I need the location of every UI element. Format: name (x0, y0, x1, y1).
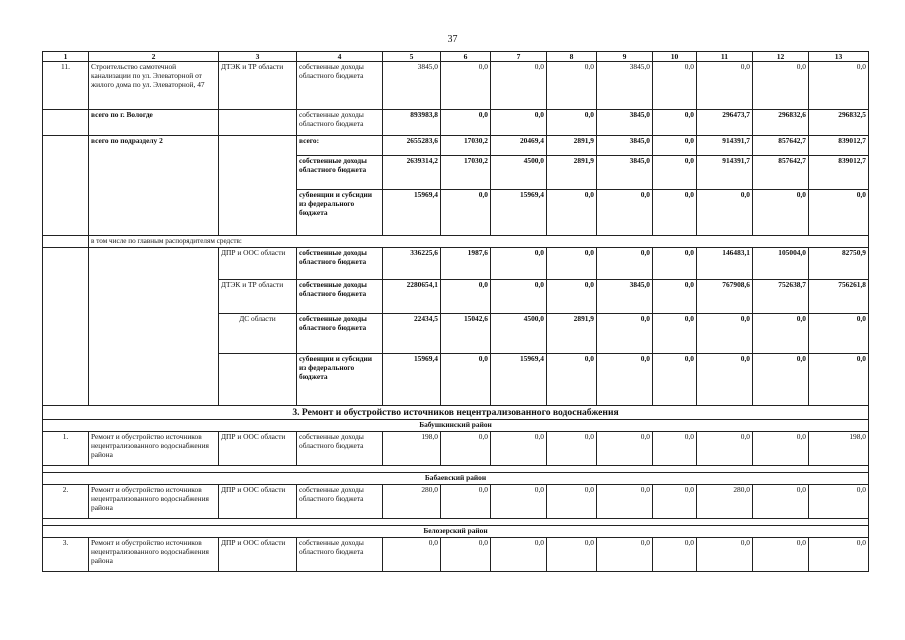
value-cell: 0,0 (491, 62, 547, 110)
table-row (43, 537, 869, 571)
value-cell: 3845,0 (597, 279, 653, 313)
row-number: 1. (43, 432, 89, 466)
org-name: ДПР и ООС области (219, 432, 297, 466)
value-cell: 0,0 (753, 432, 809, 466)
value-cell: 0,0 (597, 537, 653, 571)
value-cell: 914391,7 (697, 136, 753, 156)
value-cell: 0,0 (697, 313, 753, 353)
value-cell: 0,0 (597, 353, 653, 405)
value-cell: 0,0 (753, 485, 809, 519)
value-cell: 0,0 (547, 537, 597, 571)
table-row (43, 247, 869, 279)
value-cell: 0,0 (547, 190, 597, 236)
value-cell: 280,0 (383, 485, 441, 519)
value-cell: 0,0 (653, 62, 697, 110)
funding-source: субвенции и субсидии из федерального бюджета (297, 190, 383, 236)
header-cell: 13 (809, 52, 869, 62)
value-cell: 280,0 (697, 485, 753, 519)
page-number: 37 (447, 34, 458, 45)
header-cell: 3 (219, 52, 297, 62)
value-cell: 15969,4 (491, 353, 547, 405)
table-row (43, 136, 869, 156)
value-cell: 17030,2 (441, 156, 491, 190)
value-cell: 752638,7 (753, 279, 809, 313)
value-cell: 0,0 (809, 353, 869, 405)
funding-source: всего: (297, 136, 383, 156)
value-cell: 3845,0 (383, 62, 441, 110)
managers-note: в том числе по главным распорядителям средств: (89, 236, 869, 248)
header-cell: 5 (383, 52, 441, 62)
value-cell: 0,0 (653, 432, 697, 466)
value-cell: 4500,0 (491, 156, 547, 190)
value-cell: 296473,7 (697, 110, 753, 136)
value-cell: 0,0 (547, 110, 597, 136)
value-cell: 2891,9 (547, 136, 597, 156)
value-cell: 0,0 (753, 190, 809, 236)
value-cell: 0,0 (809, 62, 869, 110)
value-cell: 0,0 (697, 537, 753, 571)
item-name: Строительство самотечной канализации по ул. Элеваторной от жилого дома по ул. Элеваторной, 47 (89, 62, 219, 110)
value-cell: 0,0 (491, 432, 547, 466)
value-cell: 15969,4 (383, 190, 441, 236)
funding-source: собственные доходы областного бюджета (297, 485, 383, 519)
value-cell: 767908,6 (697, 279, 753, 313)
header-cell: 10 (653, 52, 697, 62)
value-cell: 2891,9 (547, 156, 597, 190)
value-cell: 15969,4 (383, 353, 441, 405)
value-cell: 857642,7 (753, 136, 809, 156)
funding-source: собственные доходы областного бюджета (297, 156, 383, 190)
value-cell: 2280654,1 (383, 279, 441, 313)
value-cell: 3845,0 (597, 110, 653, 136)
value-cell: 0,0 (491, 110, 547, 136)
value-cell: 198,0 (809, 432, 869, 466)
value-cell: 0,0 (753, 353, 809, 405)
value-cell: 0,0 (653, 110, 697, 136)
value-cell: 0,0 (597, 432, 653, 466)
value-cell: 0,0 (441, 353, 491, 405)
value-cell: 4500,0 (491, 313, 547, 353)
table-row (43, 485, 869, 519)
value-cell: 17030,2 (441, 136, 491, 156)
district-name: Белозерский район (43, 526, 869, 538)
value-cell: 146483,1 (697, 247, 753, 279)
value-cell: 3845,0 (597, 156, 653, 190)
value-cell: 0,0 (653, 247, 697, 279)
value-cell: 0,0 (653, 485, 697, 519)
value-cell: 0,0 (441, 110, 491, 136)
funding-source: собственные доходы областного бюджета (297, 537, 383, 571)
value-cell: 82750,9 (809, 247, 869, 279)
header-cell: 8 (547, 52, 597, 62)
funding-source: собственные доходы областного бюджета (297, 432, 383, 466)
org-name: ДПР и ООС области (219, 537, 297, 571)
row-number: 3. (43, 537, 89, 571)
value-cell: 914391,7 (697, 156, 753, 190)
total-label: всего по г. Вологде (89, 110, 219, 136)
district-name: Бабаевский район (43, 473, 869, 485)
district-row (43, 526, 869, 538)
org-name: ДТЭК и ТР области (219, 279, 297, 313)
total-label: всего по подразделу 2 (89, 136, 219, 236)
value-cell: 893983,8 (383, 110, 441, 136)
funding-source: собственные доходы областного бюджета (297, 247, 383, 279)
value-cell: 0,0 (441, 62, 491, 110)
section-title: 3. Ремонт и обустройство источников нецентрализованного водоснабжения (43, 405, 869, 420)
value-cell: 0,0 (653, 136, 697, 156)
value-cell: 0,0 (441, 279, 491, 313)
funding-source: собственные доходы областного бюджета (297, 279, 383, 313)
value-cell: 0,0 (547, 62, 597, 110)
value-cell: 0,0 (809, 537, 869, 571)
value-cell: 0,0 (753, 313, 809, 353)
value-cell: 296832,5 (809, 110, 869, 136)
value-cell: 0,0 (809, 190, 869, 236)
value-cell: 0,0 (697, 62, 753, 110)
value-cell: 0,0 (809, 485, 869, 519)
header-cell: 4 (297, 52, 383, 62)
value-cell: 0,0 (441, 537, 491, 571)
header-cell: 1 (43, 52, 89, 62)
value-cell: 2891,9 (547, 313, 597, 353)
org-name: ДПР и ООС области (219, 247, 297, 279)
value-cell: 857642,7 (753, 156, 809, 190)
value-cell: 15042,6 (441, 313, 491, 353)
value-cell: 0,0 (597, 485, 653, 519)
table-row (43, 110, 869, 136)
value-cell: 3845,0 (597, 62, 653, 110)
value-cell: 0,0 (441, 190, 491, 236)
value-cell: 0,0 (547, 247, 597, 279)
value-cell: 0,0 (653, 279, 697, 313)
district-name: Бабушкинский район (43, 420, 869, 432)
table-row (43, 236, 869, 248)
value-cell: 756261,8 (809, 279, 869, 313)
header-cell: 2 (89, 52, 219, 62)
value-cell: 3845,0 (597, 136, 653, 156)
funding-source: собственные доходы областного бюджета (297, 110, 383, 136)
value-cell: 0,0 (653, 156, 697, 190)
org-name: ДС области (219, 313, 297, 353)
value-cell: 0,0 (597, 313, 653, 353)
value-cell: 0,0 (491, 279, 547, 313)
value-cell: 0,0 (491, 537, 547, 571)
value-cell: 0,0 (653, 190, 697, 236)
item-name: Ремонт и обустройство источников нецентрализованного водоснабжения района (89, 485, 219, 519)
value-cell: 0,0 (597, 190, 653, 236)
row-number: 2. (43, 485, 89, 519)
value-cell: 0,0 (697, 190, 753, 236)
value-cell: 839012,7 (809, 136, 869, 156)
value-cell: 2655283,6 (383, 136, 441, 156)
header-cell: 9 (597, 52, 653, 62)
table-row (43, 432, 869, 466)
value-cell: 198,0 (383, 432, 441, 466)
value-cell: 296832,6 (753, 110, 809, 136)
value-cell: 0,0 (491, 247, 547, 279)
value-cell: 20469,4 (491, 136, 547, 156)
value-cell: 0,0 (653, 353, 697, 405)
value-cell: 0,0 (697, 353, 753, 405)
value-cell: 0,0 (547, 485, 597, 519)
funding-source: субвенции и субсидии из федерального бюджета (297, 353, 383, 405)
value-cell: 0,0 (653, 313, 697, 353)
value-cell: 0,0 (653, 537, 697, 571)
section-title-row (43, 405, 869, 420)
value-cell: 336225,6 (383, 247, 441, 279)
value-cell: 0,0 (753, 62, 809, 110)
value-cell: 105004,0 (753, 247, 809, 279)
header-cell: 7 (491, 52, 547, 62)
funding-source: собственные доходы областного бюджета (297, 62, 383, 110)
org-name: ДТЭК и ТР области (219, 62, 297, 110)
value-cell: 0,0 (441, 432, 491, 466)
value-cell: 0,0 (547, 279, 597, 313)
item-name: Ремонт и обустройство источников нецентрализованного водоснабжения района (89, 537, 219, 571)
value-cell: 0,0 (383, 537, 441, 571)
district-row (43, 473, 869, 485)
item-name: Ремонт и обустройство источников нецентрализованного водоснабжения района (89, 432, 219, 466)
value-cell: 0,0 (597, 247, 653, 279)
value-cell: 0,0 (547, 432, 597, 466)
value-cell: 0,0 (753, 537, 809, 571)
header-cell: 6 (441, 52, 491, 62)
row-number: 11. (43, 62, 89, 110)
value-cell: 22434,5 (383, 313, 441, 353)
value-cell: 0,0 (809, 313, 869, 353)
value-cell: 1987,6 (441, 247, 491, 279)
value-cell: 839012,7 (809, 156, 869, 190)
header-cell: 12 (753, 52, 809, 62)
value-cell: 2639314,2 (383, 156, 441, 190)
header-cell: 11 (697, 52, 753, 62)
org-name: ДПР и ООС области (219, 485, 297, 519)
org-name (219, 353, 297, 405)
funding-source: собственные доходы областного бюджета (297, 313, 383, 353)
value-cell: 0,0 (441, 485, 491, 519)
value-cell: 0,0 (547, 353, 597, 405)
table-row (43, 62, 869, 110)
value-cell: 15969,4 (491, 190, 547, 236)
value-cell: 0,0 (697, 432, 753, 466)
budget-table (42, 51, 869, 572)
district-row (43, 420, 869, 432)
value-cell: 0,0 (491, 485, 547, 519)
header-row (43, 52, 869, 62)
